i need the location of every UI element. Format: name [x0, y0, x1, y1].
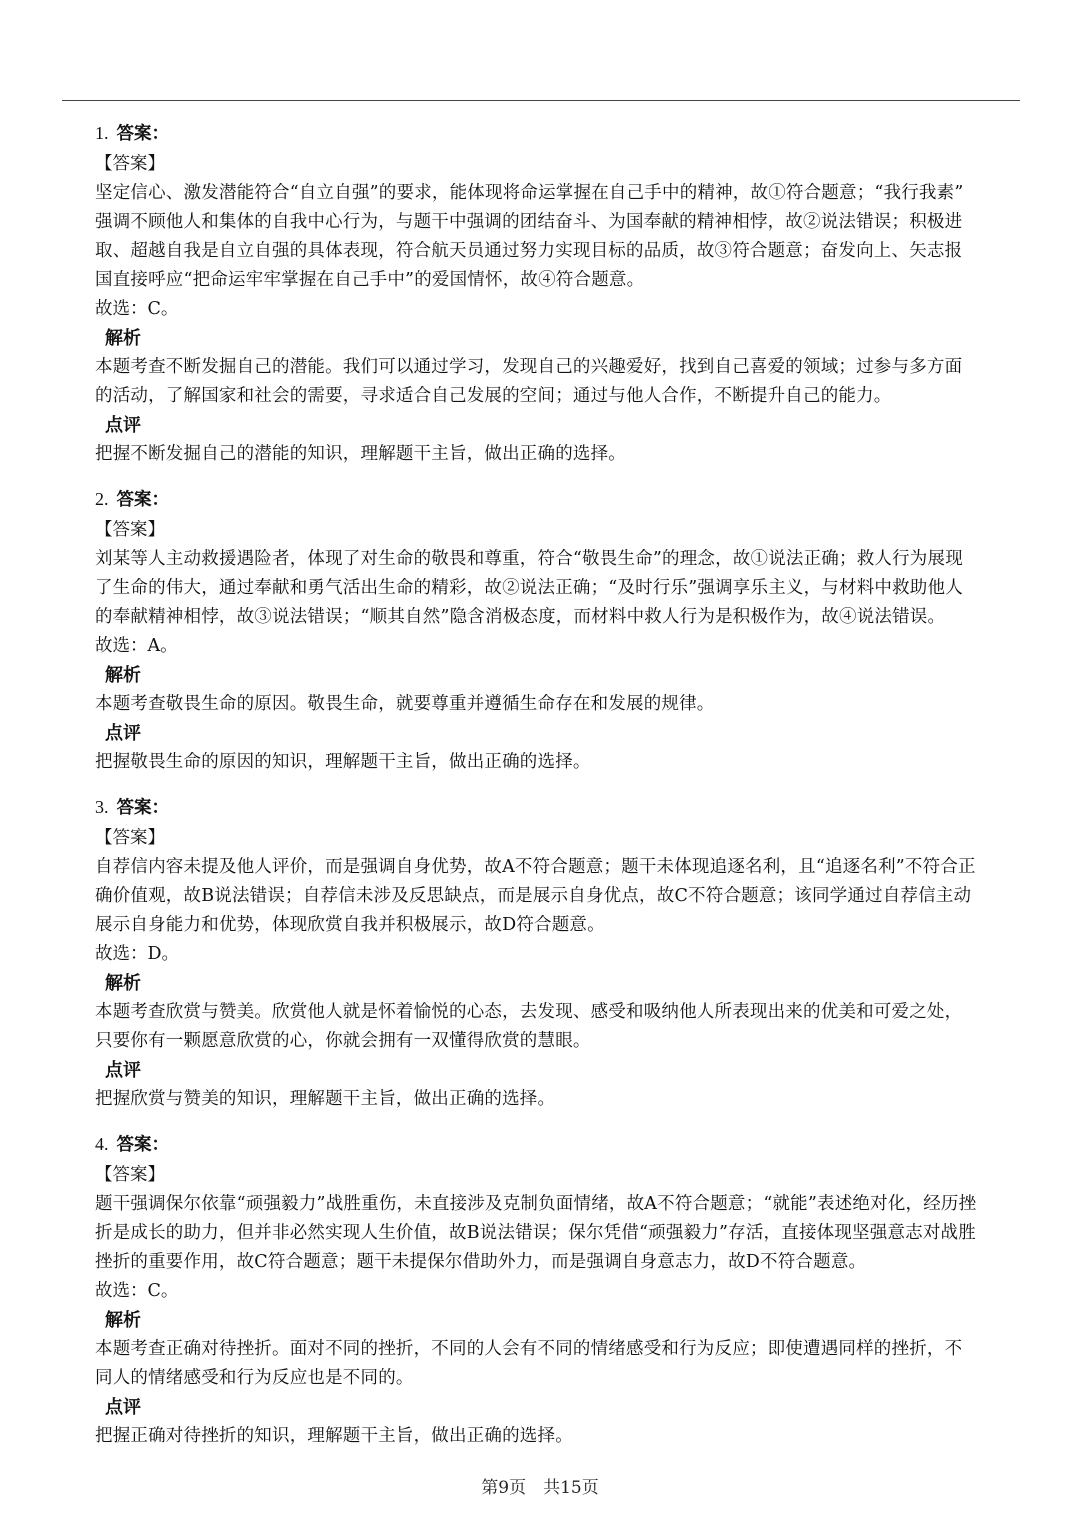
question-number: 2. [95, 489, 109, 509]
comment-text [95, 1422, 1040, 1451]
analysis-line: 的活动，了解国家和社会的需要，寻求适合自己发展的空间；通过与他人合作，不断提升自己的能力。 [95, 386, 892, 406]
question-heading-label: 答案： [116, 124, 169, 144]
answer-text [95, 545, 1040, 632]
analysis-line: 本题考查不断发掘自己的潜能。我们可以通过学习，发现自己的兴趣爱好，找到自己喜爱的领域；过参与多方面 [95, 357, 963, 377]
analysis-line: 只要你有一颗愿意欣赏的心，你就会拥有一双懂得欣赏的慧眼。 [95, 1031, 591, 1051]
comment-line: 把握欣赏与赞美的知识，理解题干主旨，做出正确的选择。 [95, 1089, 556, 1109]
analysis-line: 本题考查敬畏生命的原因。敬畏生命，就要尊重并遵循生命存在和发展的规律。 [95, 694, 715, 714]
comment-text [95, 1085, 1040, 1114]
answer-text [95, 179, 1040, 295]
answer-tag: 【答案】 [95, 154, 165, 174]
analysis-title: 解析 [105, 665, 141, 686]
comment-line: 把握不断发掘自己的潜能的知识，理解题干主旨，做出正确的选择。 [95, 444, 626, 464]
answer-line: 展示自身能力和优势，体现欣赏自我并积极展示，故D符合题意。 [95, 915, 605, 935]
answer-line: 题干强调保尔依靠“顽强毅力”战胜重伤，未直接涉及克制负面情绪，故A不符合题意；“就能”表述绝对化，经历挫 [95, 1194, 977, 1214]
answer-selection: 故选：A。 [95, 636, 178, 656]
question-heading [95, 1128, 1040, 1161]
question-3 [95, 791, 1040, 1114]
comment-title: 点评 [105, 415, 141, 436]
analysis-line: 本题考查欣赏与赞美。欣赏他人就是怀着愉悦的心态，去发现、感受和吸纳他人所表现出来的优美和可爱之处， [95, 1002, 963, 1022]
answer-tag: 【答案】 [95, 1165, 165, 1185]
question-heading [95, 483, 1040, 516]
answer-line: 的奉献精神相悖，故③说法错误；“顺其自然”隐含消极态度，而材料中救人行为是积极作为，故④说法错误。 [95, 607, 946, 627]
question-heading-label: 答案： [116, 798, 169, 818]
answer-line: 国直接呼应“把命运牢牢掌握在自己手中”的爱国情怀，故④符合题意。 [95, 270, 645, 290]
answer-line: 折是成长的助力，但并非必然实现人生价值，故B说法错误；保尔凭借“顽强毅力”存活，直接体现坚强意志对战胜 [95, 1223, 976, 1243]
answer-line: 确价值观，故B说法错误；自荐信未涉及反思缺点，而是展示自身优点，故C不符合题意；该同学通过自荐信主动 [95, 886, 972, 906]
analysis-text [95, 353, 1040, 411]
comment-line: 把握正确对待挫折的知识，理解题干主旨，做出正确的选择。 [95, 1426, 573, 1446]
comment-title: 点评 [105, 723, 141, 744]
analysis-title: 解析 [105, 1310, 141, 1331]
analysis-text [95, 690, 1040, 719]
answer-selection: 故选：C。 [95, 299, 179, 319]
answer-text [95, 1190, 1040, 1277]
answer-line: 挫折的重要作用，故C符合题意；题干未提保尔借助外力，而是强调自身意志力，故D不符合题意。 [95, 1252, 867, 1272]
analysis-line: 本题考查正确对待挫折。面对不同的挫折，不同的人会有不同的情绪感受和行为反应；即使遭遇同样的挫折，不 [95, 1339, 963, 1359]
analysis-text [95, 998, 1040, 1056]
question-number: 3. [95, 797, 109, 817]
document-body [95, 117, 1040, 1465]
question-heading [95, 117, 1040, 150]
question-heading-label: 答案： [116, 1135, 169, 1155]
answer-tag: 【答案】 [95, 828, 165, 848]
question-number: 4. [95, 1134, 109, 1154]
answer-line: 强调不顾他人和集体的自我中心行为，与题干中强调的团结奋斗、为国奉献的精神相悖，故②说法错误；积极进 [95, 212, 963, 232]
answer-tag: 【答案】 [95, 520, 165, 540]
answer-line: 坚定信心、激发潜能符合“自立自强”的要求，能体现将命运掌握在自己手中的精神，故①符合题意；“我行我素” [95, 183, 964, 203]
comment-line: 把握敬畏生命的原因的知识，理解题干主旨，做出正确的选择。 [95, 752, 591, 772]
comment-text [95, 748, 1040, 777]
question-heading [95, 791, 1040, 824]
answer-line: 自荐信内容未提及他人评价，而是强调自身优势，故A不符合题意；题干未体现追逐名利，且“追逐名利”不符合正 [95, 857, 976, 877]
answer-line: 刘某等人主动救援遇险者，体现了对生命的敬畏和尊重，符合“敬畏生命”的理念，故①说法正确；救人行为展现 [95, 549, 963, 569]
question-1 [95, 117, 1040, 469]
answer-text [95, 853, 1040, 940]
page-number: 第9页 共15页 [481, 1478, 599, 1498]
comment-title: 点评 [105, 1060, 141, 1081]
analysis-title: 解析 [105, 973, 141, 994]
comment-title: 点评 [105, 1397, 141, 1418]
answer-selection: 故选：C。 [95, 1281, 179, 1301]
answer-line: 取、超越自我是自立自强的具体表现，符合航天员通过努力实现目标的品质，故③符合题意；奋发向上、矢志报 [95, 241, 963, 261]
question-4 [95, 1128, 1040, 1451]
comment-text [95, 440, 1040, 469]
answer-selection: 故选：D。 [95, 944, 180, 964]
header-rule [62, 100, 1020, 101]
question-number: 1. [95, 123, 109, 143]
analysis-line: 同人的情绪感受和行为反应也是不同的。 [95, 1368, 414, 1388]
question-heading-label: 答案： [116, 490, 169, 510]
analysis-title: 解析 [105, 328, 141, 349]
question-2 [95, 483, 1040, 777]
analysis-text [95, 1335, 1040, 1393]
answer-line: 了生命的伟大，通过奉献和勇气活出生命的精彩，故②说法正确；“及时行乐”强调享乐主义，与材料中救助他人 [95, 578, 963, 598]
